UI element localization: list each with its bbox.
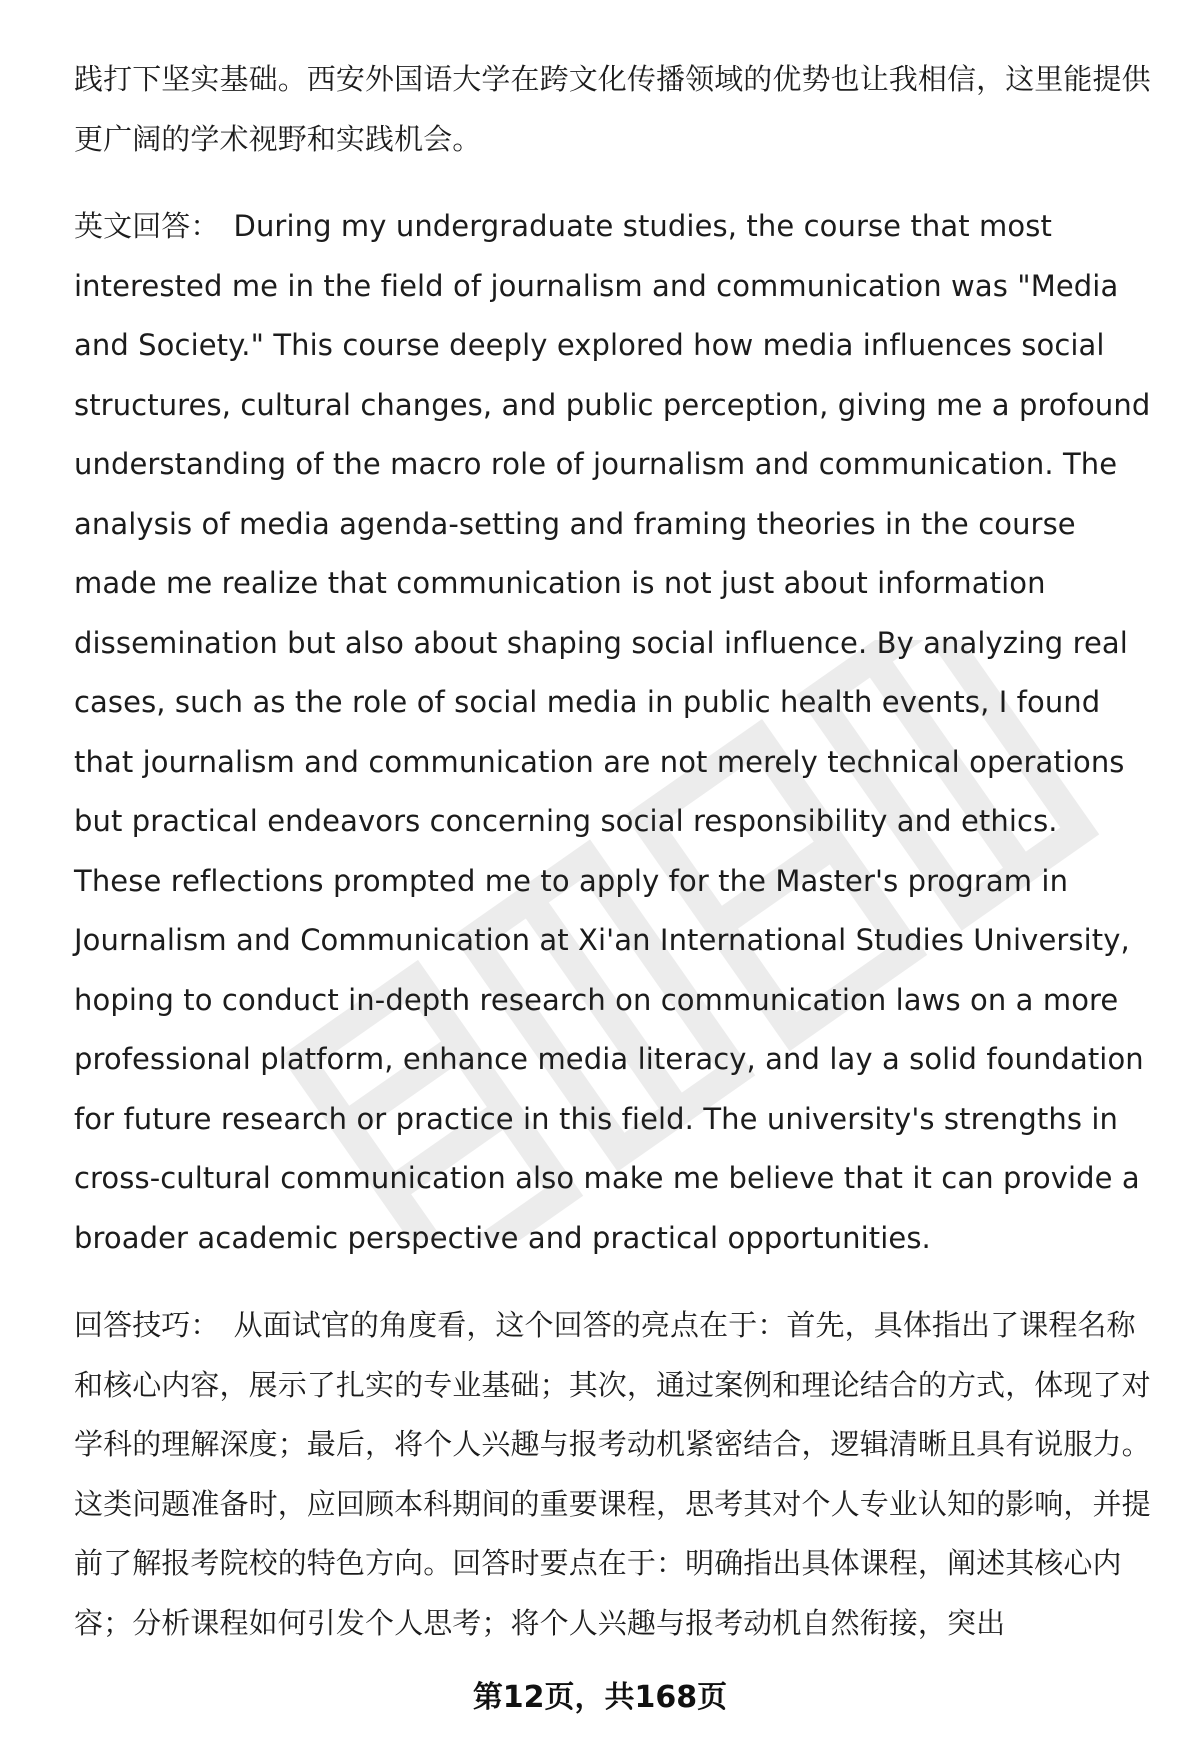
continuation-paragraph: 践打下坚实基础。西安外国语大学在跨文化传播领域的优势也让我相信，这里能提供更广阔的学术视野和实践机会。	[74, 62, 1151, 156]
english-answer-text: During my undergraduate studies, the course that most interested me in the field of journalism and communication was "Media and Society." This course deeply explored how media influences social structures, cultural changes, and public perception, giving me a profound understanding of the macro role of journalism and communication. The analysis of media agenda-setting and framing theories in the course made me realize that communication is not just about information dissemination but also about shaping social influence. By analyzing real cases, such as the role of social media in public health events, I found that journalism and communication are not merely technical operations but practical endeavors concerning social responsibility and ethics. These reflections prompted me to apply for the Master's program in Journalism and Communication at Xi'an International Studies University, hoping to conduct in-depth research on communication laws on a more professional platform, enhance media literacy, and lay a solid foundation for future research or practice in this field. The university's strengths in cross-cultural communication also make me believe that it can provide a broader academic perspective and practical opportunities.	[74, 209, 1151, 1255]
document-body	[74, 50, 1154, 1653]
english-answer-label: 英文回答：	[74, 209, 220, 243]
answer-tips-text: 从面试官的角度看，这个回答的亮点在于：首先，具体指出了课程名称和核心内容，展示了扎实的专业基础；其次，通过案例和理论结合的方式，体现了对学科的理解深度；最后，将个人兴趣与报考动机紧密结合，逻辑清晰且具有说服力。这类问题准备时，应回顾本科期间的重要课程，思考其对个人专业认知的影响，并提前了解报考院校的特色方向。回答时要点在于：明确指出具体课程，阐述其核心内容；分析课程如何引发个人思考；将个人兴趣与报考动机自然衔接，突出	[74, 1308, 1151, 1640]
answer-tips-paragraph	[74, 1296, 1154, 1653]
english-answer-paragraph	[74, 197, 1154, 1268]
answer-tips-label: 回答技巧：	[74, 1308, 220, 1342]
page-number-footer: 第12页，共168页	[472, 1680, 728, 1715]
